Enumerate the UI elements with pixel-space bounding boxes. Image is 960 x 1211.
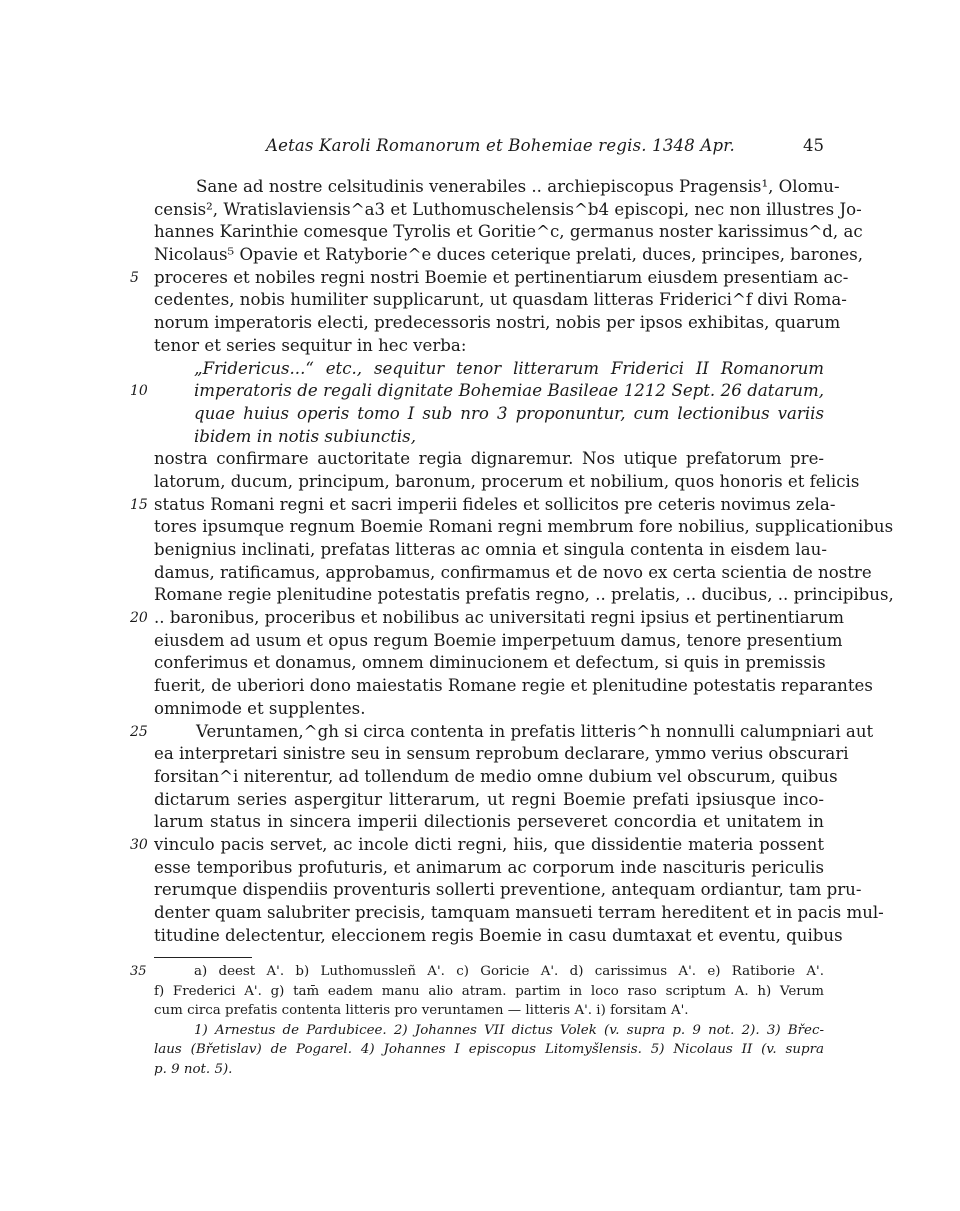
line-number: 20 [130,610,148,627]
text-line: nostra confirmare auctoritate regia dignaremur. Nos utique prefatorum pre- [154,449,824,469]
text-line: Nicolaus⁵ Opavie et Ratyborie^e duces ceterique prelati, duces, principes, barones, [154,245,864,265]
text-line: norum imperatoris electi, predecessoris nostri, nobis per ipsos exhibitas, quarum [154,313,841,333]
text-line: 30 vinculo pacis servet, ac incole dicti regni, hiis, que dissidentie materia possent [154,834,824,857]
body-text [130,176,894,947]
footnote-line: 35 a) deest A'. b) Luthomussleñ A'. c) Goricie A'. d) carissimus A'. e) Ratiborie A'. [154,962,824,982]
text-line: hannes Karinthie comesque Tyrolis et Goritie^c, germanus noster karissimus^d, ac [154,222,863,242]
footnotes [130,962,824,1079]
text-line: denter quam salubriter precisis, tamquam mansueti terram hereditent et in pacis mul- [154,903,884,922]
text-line: Romane regie plenitudine potestatis prefatis regno, .. prelatis, .. ducibus, .. principibus, [154,585,894,605]
text-line: latorum, ducum, principum, baronum, procerum et nobilium, quos honoris et felicis [154,471,860,491]
text-line: esse temporibus profuturis, et animarum ac corporum inde nascituris periculis [154,857,824,877]
editorial-quote-line: 10 imperatoris de regali dignitate Bohemiae Basileae 1212 Sept. 26 datarum, [154,380,824,403]
page-header [154,136,824,158]
line-number: 10 [130,383,148,400]
page-number: 45 [803,136,824,155]
text-line: fuerit, de uberiori dono maiestatis Romane regie et plenitudine potestatis reparantes [154,676,873,696]
text-line: larum status in sincera imperii dilectionis perseveret concordia et unitatem in [154,812,824,832]
text-line: rerumque dispendiis proventuris sollerti preventione, antequam ordiantur, tam pru- [154,880,862,900]
footnote-line: laus (Břetislav) de Pogarel. 4) Johannes I episcopus Litomyšlensis. 5) Nicolaus II (v. supra [154,1042,824,1057]
text-line: cedentes, nobis humiliter supplicarunt, ut quasdam litteras Friderici^f divi Roma- [154,290,847,310]
footnote-rule [154,957,252,958]
footnote-line: f) Frederici A'. g) tam̄ eadem manu alio atram. partim in loco raso scriptum A. h) Verum [154,983,824,999]
text-line: 20 .. baronibus, proceribus et nobilibus ac universitati regni ipsius et pertinentiarum [154,607,824,630]
text-line: censis², Wratislaviensis^a3 et Luthomuschelensis^b4 episcopi, nec non illustres Jo- [154,199,862,219]
editorial-quote-line: quae huius operis tomo I sub nro 3 proponuntur, cum lectionibus variis [194,403,824,423]
text-line: ea interpretari sinistre seu in sensum reprobum declarare, ymmo verius obscurari [154,744,849,764]
text-line: tenor et series sequitur in hec verba: [154,335,467,355]
footnote-line: 1) Arnestus de Pardubicee. 2) Johannes VII dictus Volek (v. supra p. 9 not. 2). 3) Břec- [194,1022,824,1038]
text-line: dictarum series aspergitur litterarum, ut regni Boemie prefati ipsiusque inco- [154,789,824,809]
line-number: 5 [130,269,139,286]
footnote-line: cum circa prefatis contenta litteris pro veruntamen — litteris A'. i) forsitam A'. [154,1003,689,1018]
text-line: titudine delectentur, eleccionem regis Boemie in casu dumtaxat et eventu, quibus [154,925,843,945]
text-line: tores ipsumque regnum Boemie Romani regni membrum fore nobilius, supplicationibus [154,517,894,537]
text-line: 15 status Romani regni et sacri imperii fideles et sollicitos pre ceteris novimus zela- [154,494,824,517]
text-line: omnimode et supplentes. [154,698,366,718]
text-line: benignius inclinati, prefatas litteras ac omnia et singula contenta in eisdem lau- [154,540,827,559]
text-line: forsitan^i niterentur, ad tollendum de medio omne dubium vel obscurum, quibus [154,766,838,786]
editorial-quote-line: „Fridericus...“ etc., sequitur tenor litterarum Friderici II Romanorum [194,358,824,378]
line-number: 15 [130,496,148,513]
line-number: 30 [130,836,148,853]
line-number: 25 [130,723,148,740]
editorial-quote-line: ibidem in notis subiunctis, [194,426,416,446]
text-line: Sane ad nostre celsitudinis venerabiles .. archiepiscopus Pragensis¹, Olomu- [196,177,840,196]
text-line: 5 proceres et nobiles regni nostri Boemie et pertinentiarum eiusdem presentiam ac- [154,267,824,290]
text-line: conferimus et donamus, omnem diminucionem et defectum, si quis in premissis [154,653,826,673]
text-line: 25 Veruntamen,^gh si circa contenta in prefatis litteris^h nonnulli calumpniari aut [154,721,824,744]
running-title: Aetas Karoli Romanorum et Bohemiae regis. 1348 Apr. [266,136,735,155]
line-number: 35 [130,964,147,979]
text-line: damus, ratificamus, approbamus, confirmamus et de novo ex certa scientia de nostre [154,562,872,582]
footnote-line: p. 9 not. 5). [154,1061,233,1077]
text-line: eiusdem ad usum et opus regum Boemie imperpetuum damus, tenore presentium [154,630,843,650]
